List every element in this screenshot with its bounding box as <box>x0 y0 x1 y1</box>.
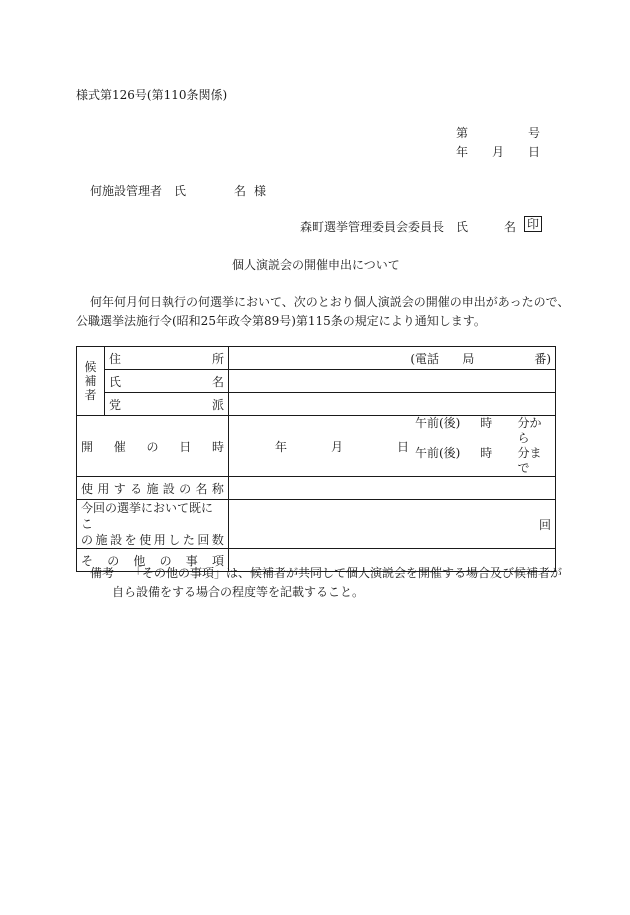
usage-count-label: 今回の選挙において既にこ の 施 設 を 使 用 し た 回 数 <box>77 500 229 549</box>
facility-name-label: 使 用 す る 施 設 の 名 称 <box>77 477 229 500</box>
other-matters-label: そ の 他 の 事 項 <box>77 549 229 572</box>
address-label: 住 所 <box>105 347 229 370</box>
candidate-name-field[interactable] <box>229 370 556 393</box>
date-year-label: 年 <box>456 145 469 159</box>
number-label-right: 号 <box>528 126 541 140</box>
remarks-label: 備考 <box>90 566 115 580</box>
number-label-left: 第 <box>456 126 469 140</box>
usage-count-field[interactable] <box>229 500 556 549</box>
seal-mark <box>524 216 542 232</box>
addressee-name-label: 氏 <box>174 184 187 198</box>
application-table <box>76 346 556 572</box>
candidate-label: 候 補 者 <box>77 347 105 416</box>
address-field[interactable] <box>229 347 556 370</box>
time-end-hour: 時 <box>480 446 493 460</box>
addressee-title: 何施設管理者 <box>90 184 163 198</box>
form-number: 様式第126号(第110条関係) <box>76 88 228 102</box>
addressee-honorific: 様 <box>254 184 267 198</box>
time-end-minute: 分まで <box>517 446 542 475</box>
addressee-name-label2: 名 <box>234 184 247 198</box>
remarks-line-2: 自ら設備をする場合の程度等を記載すること。 <box>112 585 365 599</box>
date-month-label: 月 <box>492 145 505 159</box>
sender-title: 森町選挙管理委員会委員長 <box>300 220 445 234</box>
facility-name-field[interactable] <box>229 477 556 500</box>
datetime-month: 月 <box>331 439 344 454</box>
datetime-field[interactable] <box>229 416 556 477</box>
time-start-hour: 時 <box>480 416 493 430</box>
party-label: 党 派 <box>105 393 229 416</box>
datetime-label: 開 催 の 日 時 <box>77 416 229 477</box>
document-title: 個人演説会の開催申出について <box>232 258 400 272</box>
phone-open-label: (電話 <box>410 351 439 366</box>
body-line-1: 何年何月何日執行の何選挙において、次のとおり個人演説会の開催の申出があったので、 <box>90 295 570 309</box>
sender-name-label2: 名 <box>504 220 517 234</box>
party-field[interactable] <box>229 393 556 416</box>
remarks-line-1: 「その他の事項」は、候補者が共同して個人演説会を開催する場合及び候補者が <box>130 566 563 580</box>
candidate-name-label: 氏 名 <box>105 370 229 393</box>
body-line-2: 公職選挙法施行令(昭和25年政令第89号)第115条の規定により通知します。 <box>76 314 486 328</box>
datetime-day: 日 <box>397 439 410 454</box>
time-end-ampm: 午前(後) <box>415 446 461 460</box>
time-start-minute: 分から <box>517 416 542 445</box>
phone-exchange-label: 局 <box>462 351 475 366</box>
phone-number-label: 番) <box>534 351 551 366</box>
datetime-year: 年 <box>275 439 288 454</box>
seal-text: 印 <box>524 216 542 232</box>
usage-count-unit: 回 <box>538 517 551 532</box>
time-start-ampm: 午前(後) <box>415 416 461 430</box>
sender-name-label: 氏 <box>456 220 469 234</box>
date-day-label: 日 <box>528 145 541 159</box>
